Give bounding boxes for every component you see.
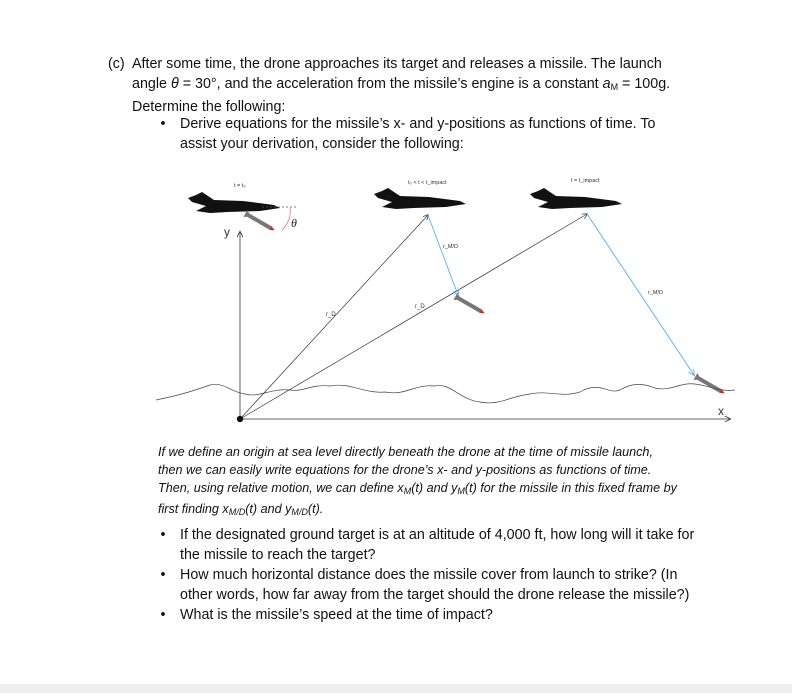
missile-icon xyxy=(243,210,276,234)
list-item xyxy=(160,565,720,605)
questions-list xyxy=(160,525,720,625)
ym-symbol: y xyxy=(451,481,458,495)
question-1-line-1: If the designated ground target is at an altitude of 4,000 ft, how long will it take for xyxy=(180,527,695,543)
question-1-line-2: the missile to reach the target? xyxy=(180,547,376,563)
problem-text-1: After some time, the drone approaches its target and releases a missile. The launch xyxy=(132,56,662,72)
x-axis-label: x xyxy=(718,404,724,418)
time-label-launch: t = t₀ xyxy=(234,183,246,189)
note-text-3c: (t) for the missile in this fixed frame by xyxy=(464,481,677,495)
page-bottom-edge xyxy=(0,684,792,693)
relative-position-vector-impact xyxy=(587,214,694,375)
question-2-line-1: How much horizontal distance does the missile cover from launch to strike? (In xyxy=(180,567,678,583)
missile-icon xyxy=(453,293,486,317)
problem-line-2 xyxy=(108,74,708,97)
question-2-line-2: other words, how far away from the target should the drone release the missile?) xyxy=(180,587,690,603)
note-line-1: If we define an origin at sea level directly beneath the drone at the time of missile launch, xyxy=(158,445,653,459)
r-md-label-mid: r_M/D xyxy=(443,244,458,250)
missile-diagram xyxy=(150,170,750,440)
note-line-2: then we can easily write equations for the drone’s x- and y-positions as functions of time. xyxy=(158,463,652,477)
note-text-4c: (t). xyxy=(307,502,324,516)
xm-subscript: M xyxy=(403,486,412,496)
relative-motion-note xyxy=(158,443,718,521)
drone-position-vector-impact xyxy=(240,214,587,419)
missile-icon xyxy=(693,373,726,397)
xm-symbol: x xyxy=(397,481,404,495)
bullet1-line-1: Derive equations for the missile’s x- and y-positions as functions of time. To xyxy=(180,116,656,132)
drone-icon xyxy=(188,192,280,213)
r-d-label-mid: r_D xyxy=(326,312,336,318)
problem-text-2c: = 100g. xyxy=(618,76,671,92)
time-label-impact: t = t_impact xyxy=(571,178,600,184)
r-md-label-impact: r_M/D xyxy=(648,290,663,296)
ymd-subscript: M/D xyxy=(291,507,308,517)
r-d-label-impact: r_D xyxy=(415,304,425,310)
bullet-icon: • xyxy=(160,607,166,623)
origin-point xyxy=(237,416,243,422)
list-item xyxy=(160,605,720,625)
drone-icon xyxy=(374,188,466,209)
bullet-list-1 xyxy=(160,114,700,154)
problem-statement xyxy=(108,54,708,117)
accel-subscript: M xyxy=(610,82,619,92)
list-item xyxy=(160,114,700,154)
theta-label: θ xyxy=(291,216,297,230)
bullet-icon: • xyxy=(160,116,166,132)
ym-subscript: M xyxy=(457,486,465,496)
problem-text-2a: angle xyxy=(132,76,171,92)
note-line-3 xyxy=(158,479,718,500)
note-text-3a: Then, using relative motion, we can define xyxy=(158,481,398,495)
y-axis-label: y xyxy=(224,225,230,239)
theta-arc xyxy=(282,207,290,230)
theta-symbol: θ xyxy=(170,76,179,92)
ymd-symbol: y xyxy=(285,502,292,516)
bullet1-line-2: assist your derivation, consider the following: xyxy=(180,136,464,152)
bullet-icon: • xyxy=(160,567,166,583)
note-line-4 xyxy=(158,500,718,521)
problem-line-1 xyxy=(108,54,708,74)
time-label-mid: t₀ < t < t_impact xyxy=(408,180,447,186)
xmd-subscript: M/D xyxy=(228,507,246,517)
problem-label: (c) xyxy=(108,56,125,72)
bullet-icon: • xyxy=(160,527,166,543)
terrain-line xyxy=(156,384,735,403)
problem-line-3: Determine the following: xyxy=(132,99,286,115)
drone-icon xyxy=(530,188,622,209)
question-3-line-1: What is the missile’s speed at the time of impact? xyxy=(180,607,493,623)
note-text-4b: (t) and xyxy=(245,502,286,516)
xmd-symbol: x xyxy=(222,502,229,516)
relative-position-vector-mid xyxy=(428,215,458,295)
accel-symbol: a xyxy=(602,76,611,92)
note-text-3b: (t) and xyxy=(411,481,452,495)
note-text-4a: first finding xyxy=(158,502,223,516)
problem-text-2b: = 30°, and the acceleration from the missile’s engine is a constant xyxy=(178,76,603,92)
list-item xyxy=(160,525,720,565)
